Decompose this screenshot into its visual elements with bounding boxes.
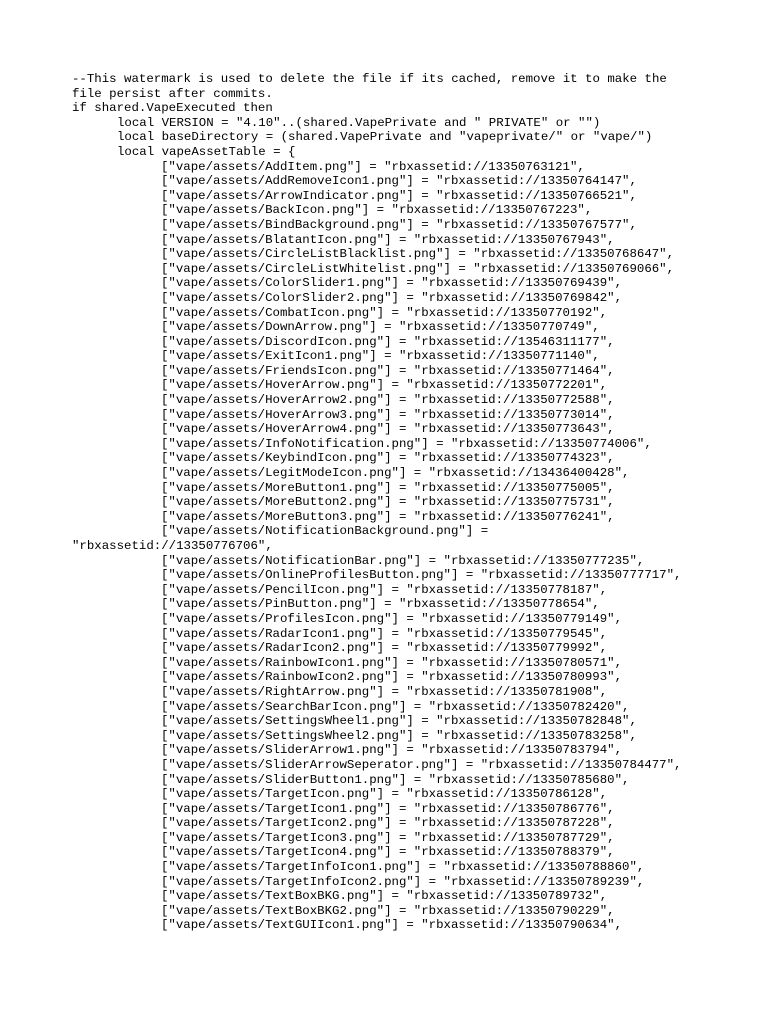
code-line: ["vape/assets/RightArrow.png"] = "rbxassetid://13350781908", (161, 684, 608, 699)
code-line: ["vape/assets/SliderArrow1.png"] = "rbxassetid://13350783794", (161, 743, 623, 758)
code-line: ["vape/assets/TargetInfoIcon1.png"] = "rbxassetid://13350788860", (161, 860, 645, 875)
code-line: ["vape/assets/TargetIcon4.png"] = "rbxassetid://13350788379", (161, 845, 615, 860)
code-line: ["vape/assets/TextBoxBKG.png"] = "rbxassetid://13350789732", (161, 889, 608, 904)
code-listing (72, 72, 712, 933)
code-line: ["vape/assets/TargetInfoIcon2.png"] = "rbxassetid://13350789239", (161, 874, 645, 889)
code-line: ["vape/assets/ProfilesIcon.png"] = "rbxassetid://13350779149", (161, 611, 623, 626)
code-line: ["vape/assets/MoreButton1.png"] = "rbxassetid://13350775005", (161, 480, 615, 495)
code-line: ["vape/assets/CircleListBlacklist.png"] = "rbxassetid://13350768647", (161, 247, 675, 262)
code-line: ["vape/assets/DownArrow.png"] = "rbxassetid://13350770749", (161, 320, 600, 335)
code-line: ["vape/assets/TextGUIIcon1.png"] = "rbxassetid://13350790634", (161, 918, 623, 933)
code-line: ["vape/assets/HoverArrow2.png"] = "rbxassetid://13350772588", (161, 393, 615, 408)
code-line: ["vape/assets/BindBackground.png"] = "rbxassetid://13350767577", (161, 217, 637, 232)
code-line: ["vape/assets/OnlineProfilesButton.png"] = "rbxassetid://13350777717", (161, 568, 682, 583)
code-line: file persist after commits. (72, 86, 273, 101)
code-line: "rbxassetid://13350776706", (72, 539, 273, 553)
code-line: ["vape/assets/AddItem.png"] = "rbxassetid://13350763121", (161, 159, 585, 174)
code-line: ["vape/assets/SettingsWheel1.png"] = "rbxassetid://13350782848", (161, 714, 637, 729)
code-line: local vapeAssetTable = { (117, 144, 296, 159)
code-line: ["vape/assets/RainbowIcon2.png"] = "rbxassetid://13350780993", (161, 670, 623, 685)
code-line: ["vape/assets/RadarIcon2.png"] = "rbxassetid://13350779992", (161, 641, 608, 656)
code-line: ["vape/assets/SliderButton1.png"] = "rbxassetid://13350785680", (161, 772, 630, 787)
code-line: ["vape/assets/KeybindIcon.png"] = "rbxassetid://13350774323", (161, 451, 615, 466)
code-line: ["vape/assets/PencilIcon.png"] = "rbxassetid://13350778187", (161, 582, 608, 597)
code-line: ["vape/assets/SliderArrowSeperator.png"] = "rbxassetid://13350784477", (161, 757, 682, 772)
code-line: local VERSION = "4.10"..(shared.VapePrivate and " PRIVATE" or "") (117, 115, 601, 130)
code-line: ["vape/assets/ColorSlider1.png"] = "rbxassetid://13350769439", (161, 276, 623, 291)
code-line: ["vape/assets/BlatantIcon.png"] = "rbxassetid://13350767943", (161, 232, 615, 247)
code-line: ["vape/assets/CombatIcon.png"] = "rbxassetid://13350770192", (161, 305, 608, 320)
code-line: ["vape/assets/InfoNotification.png"] = "rbxassetid://13350774006", (161, 436, 652, 451)
code-line: ["vape/assets/TargetIcon1.png"] = "rbxassetid://13350786776", (161, 801, 615, 816)
code-line: ["vape/assets/RadarIcon1.png"] = "rbxassetid://13350779545", (161, 626, 608, 641)
code-line: ["vape/assets/BackIcon.png"] = "rbxassetid://13350767223", (161, 203, 593, 218)
code-line: ["vape/assets/PinButton.png"] = "rbxassetid://13350778654", (161, 597, 600, 612)
code-line: ["vape/assets/TargetIcon.png"] = "rbxassetid://13350786128", (161, 787, 608, 802)
code-line: ["vape/assets/RainbowIcon1.png"] = "rbxassetid://13350780571", (161, 655, 623, 670)
code-line: ["vape/assets/ColorSlider2.png"] = "rbxassetid://13350769842", (161, 290, 623, 305)
code-line: ["vape/assets/NotificationBar.png"] = "rbxassetid://13350777235", (161, 553, 645, 568)
code-line: ["vape/assets/MoreButton2.png"] = "rbxassetid://13350775731", (161, 495, 615, 510)
code-line: ["vape/assets/SearchBarIcon.png"] = "rbxassetid://13350782420", (161, 699, 630, 714)
code-line: ["vape/assets/TargetIcon2.png"] = "rbxassetid://13350787228", (161, 816, 615, 831)
code-line: ["vape/assets/NotificationBackground.png"] = (161, 524, 489, 539)
code-line: ["vape/assets/TextBoxBKG2.png"] = "rbxassetid://13350790229", (161, 903, 615, 918)
code-line: ["vape/assets/HoverArrow3.png"] = "rbxassetid://13350773014", (161, 407, 615, 422)
code-line: ["vape/assets/FriendsIcon.png"] = "rbxassetid://13350771464", (161, 363, 615, 378)
code-line: --This watermark is used to delete the file if its cached, remove it to make the (72, 72, 667, 86)
code-line: if shared.VapeExecuted then (72, 101, 273, 116)
code-line: ["vape/assets/DiscordIcon.png"] = "rbxassetid://13546311177", (161, 334, 615, 349)
code-line: ["vape/assets/MoreButton3.png"] = "rbxassetid://13350776241", (161, 509, 615, 524)
code-line: ["vape/assets/CircleListWhitelist.png"] = "rbxassetid://13350769066", (161, 261, 675, 276)
code-line: ["vape/assets/HoverArrow.png"] = "rbxassetid://13350772201", (161, 378, 608, 393)
code-line: ["vape/assets/TargetIcon3.png"] = "rbxassetid://13350787729", (161, 830, 615, 845)
code-line: ["vape/assets/LegitModeIcon.png"] = "rbxassetid://13436400428", (161, 466, 630, 481)
code-line: local baseDirectory = (shared.VapePrivate and "vapeprivate/" or "vape/") (117, 130, 653, 145)
code-line: ["vape/assets/ExitIcon1.png"] = "rbxassetid://13350771140", (161, 349, 600, 364)
code-line: ["vape/assets/AddRemoveIcon1.png"] = "rbxassetid://13350764147", (161, 174, 637, 189)
code-line: ["vape/assets/ArrowIndicator.png"] = "rbxassetid://13350766521", (161, 188, 637, 203)
code-line: ["vape/assets/SettingsWheel2.png"] = "rbxassetid://13350783258", (161, 728, 637, 743)
code-line: ["vape/assets/HoverArrow4.png"] = "rbxassetid://13350773643", (161, 422, 615, 437)
